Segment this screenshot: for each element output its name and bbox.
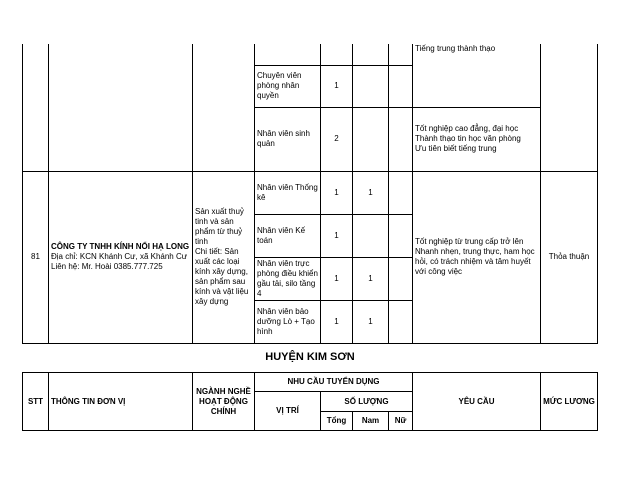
company-contact: Liên hệ: Mr. Hoài 0385.777.725 (51, 262, 163, 271)
company-requirements: Tốt nghiệp từ trung cấp trở lên Nhanh nhẹn, trung thực, ham học hỏi, có trách nhiệm và tâm huyết với công việc (413, 171, 541, 343)
district-title: HUYỆN KIM SƠN (265, 351, 355, 363)
prev-industry-cell (193, 44, 255, 171)
position-title: Nhân viên trực phòng điều khiển gầu tải, silo tầng 4 (255, 257, 321, 300)
header-requirements: YÊU CẦU (413, 373, 541, 431)
prev-stt-cell (23, 44, 49, 171)
company-stt: 81 (23, 171, 49, 343)
company-salary: Thỏa thuận (541, 171, 598, 343)
prev-unit-cell (49, 44, 193, 171)
position-title: Nhân viên sinh quản (255, 107, 321, 171)
header-quantity: SỐ LƯỢNG (321, 392, 413, 412)
position-title: Nhân viên bảo dưỡng Lò + Tạo hình (255, 300, 321, 343)
position-total: 1 (321, 171, 353, 214)
position-female (389, 257, 413, 300)
position-title: Nhân viên Thống kê (255, 171, 321, 214)
header-male: Nam (353, 412, 389, 431)
position-total: 1 (321, 65, 353, 107)
header-salary: MỨC LƯƠNG (541, 373, 598, 431)
position-male: 1 (353, 171, 389, 214)
position-title: Chuyên viên phòng nhân quyền (255, 65, 321, 107)
position-total: 2 (321, 107, 353, 171)
position-female (389, 65, 413, 107)
position-female (389, 107, 413, 171)
recruitment-table-header (22, 372, 598, 431)
header-position: VỊ TRÍ (255, 392, 321, 431)
header-female: Nữ (389, 412, 413, 431)
position-female (389, 171, 413, 214)
position-male: 1 (353, 300, 389, 343)
position-female (389, 214, 413, 257)
position-total: 1 (321, 214, 353, 257)
recruitment-table-top (22, 44, 598, 344)
company-address: Địa chỉ: KCN Khánh Cư, xã Khánh Cư (51, 252, 188, 261)
company-name: CÔNG TY TNHH KÍNH NỔI HẠ LONG (51, 242, 190, 251)
company-industry: Sản xuất thuỷ tinh và sản phẩm từ thuỷ tinh Chi tiết: Sản xuất các loại kính xây dựng, sản phẩm sau kính và vật liệu xây dựng (193, 171, 255, 343)
position-total: 1 (321, 257, 353, 300)
prev-salary-cell (541, 44, 598, 171)
header-unit-info: THÔNG TIN ĐƠN VỊ (49, 373, 193, 431)
position-female (389, 300, 413, 343)
header-stt: STT (23, 373, 49, 431)
header-total: Tổng (321, 412, 353, 431)
header-demand: NHU CẦU TUYỂN DỤNG (255, 373, 413, 392)
prev-note-2: Tốt nghiệp cao đẳng, đại học Thành thạo tin học văn phòng Ưu tiên biết tiếng trung (413, 107, 541, 171)
prev-note-1: Tiếng trung thành thạo (413, 44, 541, 107)
header-industry: NGÀNH NGHỀ HOẠT ĐỘNG CHÍNH (193, 373, 255, 431)
position-title: Nhân viên Kế toán (255, 214, 321, 257)
position-male (353, 214, 389, 257)
position-male (353, 65, 389, 107)
company-info (49, 171, 193, 343)
position-total: 1 (321, 300, 353, 343)
position-male: 1 (353, 257, 389, 300)
position-male (353, 107, 389, 171)
